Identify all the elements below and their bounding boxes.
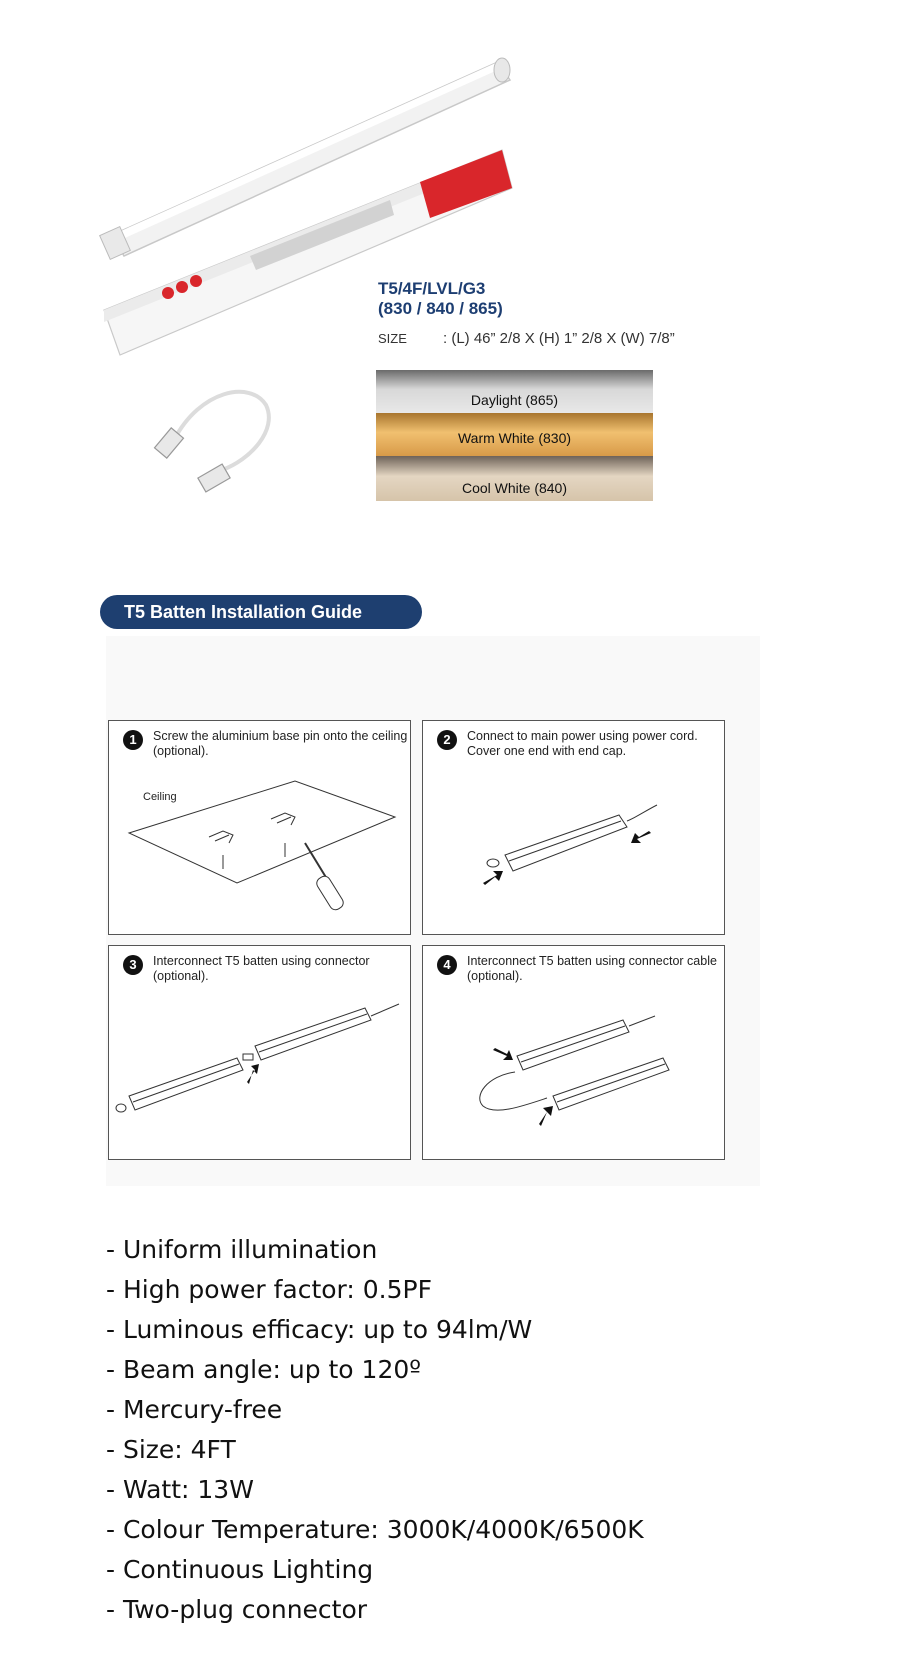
feature-item: - High power factor: 0.5PF: [106, 1275, 432, 1304]
feature-item: - Size: 4FT: [106, 1435, 236, 1464]
connector-cable-illustration: [423, 946, 726, 1161]
step-number: 3: [123, 955, 143, 975]
feature-item: - Beam angle: up to 120º: [106, 1355, 422, 1384]
step-4: [422, 945, 725, 1160]
power-cord-illustration: [423, 721, 726, 936]
feature-item: - Two-plug connector: [106, 1595, 368, 1624]
arrow-icon: [493, 1048, 513, 1060]
model-number: [378, 279, 503, 319]
arrow-icon: [483, 871, 503, 885]
connector-illustration: [109, 946, 412, 1161]
step-number: 4: [437, 955, 457, 975]
feature-item: - Continuous Lighting: [106, 1555, 374, 1584]
feature-item: - Watt: 13W: [106, 1475, 254, 1504]
step-text: Interconnect T5 batten using connector cable (optional).: [467, 954, 717, 983]
step-1: [108, 720, 411, 935]
swatch-warm-white: [376, 413, 653, 456]
screwdriver-icon: [305, 843, 345, 912]
guide-title: T5 Batten Installation Guide: [100, 595, 422, 629]
swatch-label-warm-white: Warm White (830): [457, 430, 572, 446]
model-line-2: (830 / 840 / 865): [378, 299, 503, 318]
model-line-1: T5/4F/LVL/G3: [378, 279, 486, 298]
feature-list: [106, 1230, 644, 1630]
connector-cable-image: [155, 392, 269, 492]
size-spec: [378, 330, 675, 347]
step-2: [422, 720, 725, 935]
step-number: 1: [123, 730, 143, 750]
feature-item: - Luminous efficacy: up to 94lm/W: [106, 1315, 533, 1344]
feature-item: - Mercury-free: [106, 1395, 283, 1424]
step-text: Screw the aluminium base pin onto the ceiling (optional).: [153, 729, 408, 758]
step-text: Connect to main power using power cord. Cover one end with end cap.: [467, 729, 698, 758]
swatch-daylight: [376, 370, 653, 413]
color-swatches: [376, 370, 653, 501]
step-3: [108, 945, 411, 1160]
swatch-label-daylight: Daylight (865): [470, 392, 559, 408]
step-number: 2: [437, 730, 457, 750]
feature-item: - Uniform illumination: [106, 1235, 378, 1264]
ceiling-illustration: [109, 721, 412, 936]
swatch-label-cool-white: Cool White (840): [461, 480, 568, 496]
size-label: SIZE: [378, 331, 407, 346]
product-box-image: [104, 150, 512, 355]
arrow-icon: [631, 831, 651, 843]
swatch-cool-white: [376, 456, 653, 501]
arrow-icon: [247, 1064, 259, 1084]
installation-guide: [106, 636, 760, 1186]
step-text: Interconnect T5 batten using connector (optional).: [153, 954, 370, 983]
arrow-icon: [539, 1106, 553, 1126]
feature-item: - Colour Temperature: 3000K/4000K/6500K: [106, 1515, 644, 1544]
size-value: : (L) 46” 2/8 X (H) 1” 2/8 X (W) 7/8”: [443, 330, 675, 347]
ceiling-annotation: Ceiling: [143, 791, 177, 803]
